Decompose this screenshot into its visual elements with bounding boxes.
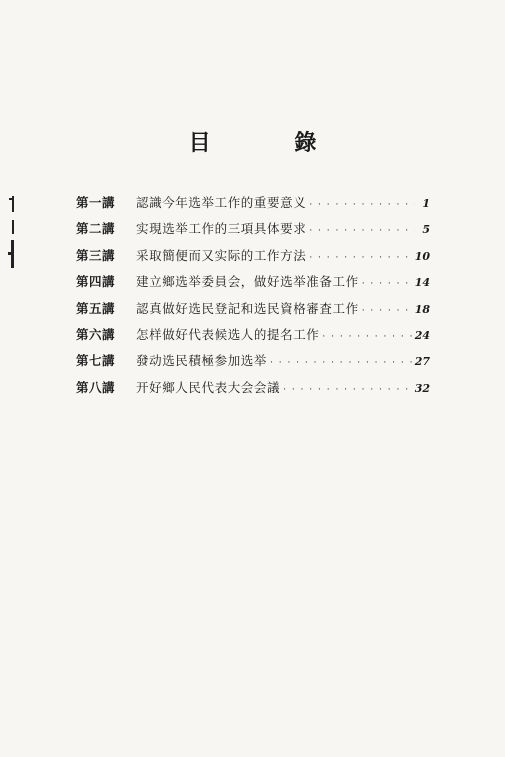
toc-leader-dots	[270, 358, 412, 368]
toc-leader-dots	[283, 385, 412, 395]
toc-entry-4[interactable]	[76, 272, 430, 298]
toc-entry-1[interactable]	[76, 193, 430, 219]
toc-lecture-number: 第七講	[76, 353, 116, 369]
toc-lecture-title: 認識今年选举工作的重要意义	[136, 195, 307, 210]
toc-leader-dots	[362, 279, 412, 289]
toc-lecture-title: 开好鄉人民代表大会会議	[136, 379, 281, 395]
toc-lecture-title: 实現选举工作的三項具体要求	[136, 221, 307, 237]
binding-margin-marks	[8, 196, 22, 276]
toc-leader-dots	[309, 253, 411, 263]
toc-page-number: 18	[414, 302, 430, 316]
toc-page-number: 32	[414, 381, 430, 395]
toc-entry-6[interactable]	[76, 325, 430, 351]
toc-entry-5[interactable]	[76, 299, 430, 325]
toc-page-number: 27	[414, 355, 430, 369]
toc-lecture-title: 采取簡便而又实际的工作方法	[136, 247, 307, 263]
table-of-contents	[76, 193, 430, 404]
toc-entry-7[interactable]	[76, 351, 430, 377]
page-title: 目 錄	[188, 130, 355, 156]
toc-lecture-number: 第三講	[76, 247, 116, 263]
toc-leader-dots	[362, 306, 412, 316]
toc-lecture-number: 第四講	[76, 274, 116, 290]
toc-lecture-number: 第二講	[76, 221, 116, 237]
toc-page-number: 5	[422, 223, 430, 237]
toc-lecture-number: 第八講	[76, 379, 116, 395]
toc-lecture-title: 發动选民積極参加选举	[136, 353, 268, 369]
toc-leader-dots	[309, 226, 415, 236]
toc-entry-8[interactable]	[76, 378, 430, 404]
toc-page-number: 14	[414, 276, 430, 290]
toc-lecture-title: 認真做好选民登記和选民資格審査工作	[136, 300, 359, 316]
toc-lecture-title: 怎样做好代表候选人的提名工作	[136, 326, 320, 342]
toc-lecture-title: 建立鄉选举委員会，做好选举准备工作	[136, 274, 359, 290]
toc-page-number: 1	[422, 197, 430, 210]
toc-entry-2[interactable]	[76, 219, 430, 245]
toc-leader-dots	[309, 200, 415, 210]
toc-page-number: 24	[414, 328, 430, 342]
toc-lecture-number: 第六講	[76, 326, 116, 342]
toc-entry-3[interactable]	[76, 246, 430, 272]
toc-lecture-number: 第五講	[76, 300, 116, 316]
toc-page-number: 10	[414, 249, 430, 263]
toc-lecture-number: 第一講	[76, 195, 116, 210]
toc-leader-dots	[322, 332, 411, 342]
